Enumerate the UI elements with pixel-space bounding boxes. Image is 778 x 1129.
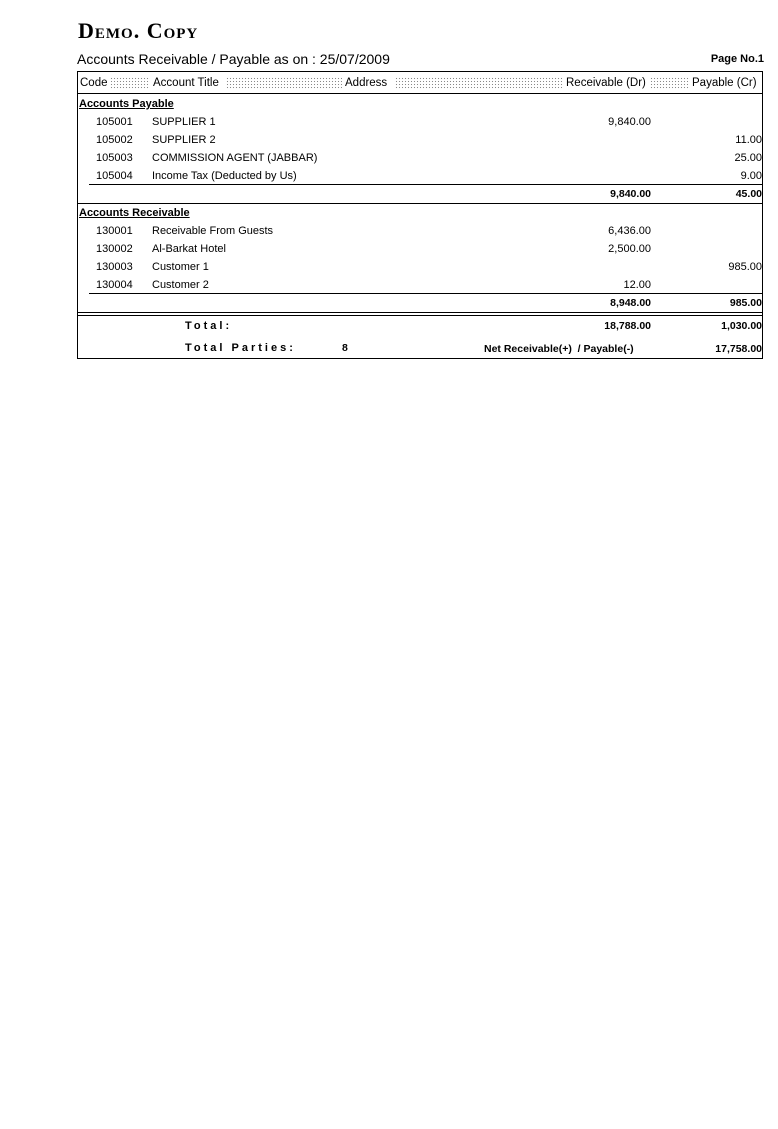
row-title: Al-Barkat Hotel [152,243,226,255]
column-header-payable: Payable (Cr) [692,77,757,89]
totals-divider [78,315,763,316]
column-header-code: Code [80,77,108,89]
section-title: Accounts Payable [79,98,174,110]
row-code: 130004 [96,279,133,291]
row-title: Customer 2 [152,279,209,291]
row-code: 130001 [96,225,133,237]
row-payable: 9.00 [740,170,762,182]
total-parties-label: Total Parties: [185,342,296,354]
row-code: 105004 [96,170,133,182]
row-title: SUPPLIER 2 [152,134,216,146]
row-code: 105002 [96,134,133,146]
subtotal-payable: 985.00 [729,297,762,309]
row-receivable: 9,840.00 [608,116,651,128]
subtotal-payable: 45.00 [735,188,762,200]
column-header-receivable: Receivable (Dr) [566,77,646,89]
total-payable: 1,030.00 [721,320,762,332]
demo-copy-label: Demo. Copy [78,18,199,43]
net-value: 17,758.00 [715,343,762,355]
header-dots [226,77,342,89]
row-receivable: 12.00 [623,279,651,291]
row-code: 105001 [96,116,133,128]
row-receivable: 2,500.00 [608,243,651,255]
subtotal-receivable: 9,840.00 [610,188,651,200]
row-title: SUPPLIER 1 [152,116,216,128]
row-payable: 11.00 [735,134,762,146]
row-code: 130003 [96,261,133,273]
total-receivable: 18,788.00 [604,320,651,332]
row-receivable: 6,436.00 [608,225,651,237]
row-code: 105003 [96,152,133,164]
total-label: Total: [185,320,233,332]
row-payable: 25.00 [734,152,762,164]
row-title: Income Tax (Deducted by Us) [152,170,297,182]
report-title: Accounts Receivable / Payable as on : 25/07/2009 [77,51,390,67]
section-divider [78,203,763,204]
subtotal-receivable: 8,948.00 [610,297,651,309]
row-title: Customer 1 [152,261,209,273]
row-title: COMMISSION AGENT (JABBAR) [152,152,318,164]
net-label: Net Receivable(+) / Payable(-) [484,343,634,355]
column-header-account-title: Account Title [153,77,219,89]
header-divider [78,93,763,94]
header-dots [650,77,690,89]
section-title: Accounts Receivable [79,207,190,219]
subtotal-rule [89,293,763,294]
totals-divider [78,312,763,313]
header-dots [395,77,563,89]
column-header-address: Address [345,77,388,89]
row-payable: 985.00 [728,261,762,273]
total-parties-count: 8 [342,342,348,354]
page-number: Page No.1 [710,53,764,65]
row-code: 130002 [96,243,133,255]
row-title: Receivable From Guests [152,225,274,237]
subtotal-rule [89,184,763,185]
header-dots [110,77,150,89]
